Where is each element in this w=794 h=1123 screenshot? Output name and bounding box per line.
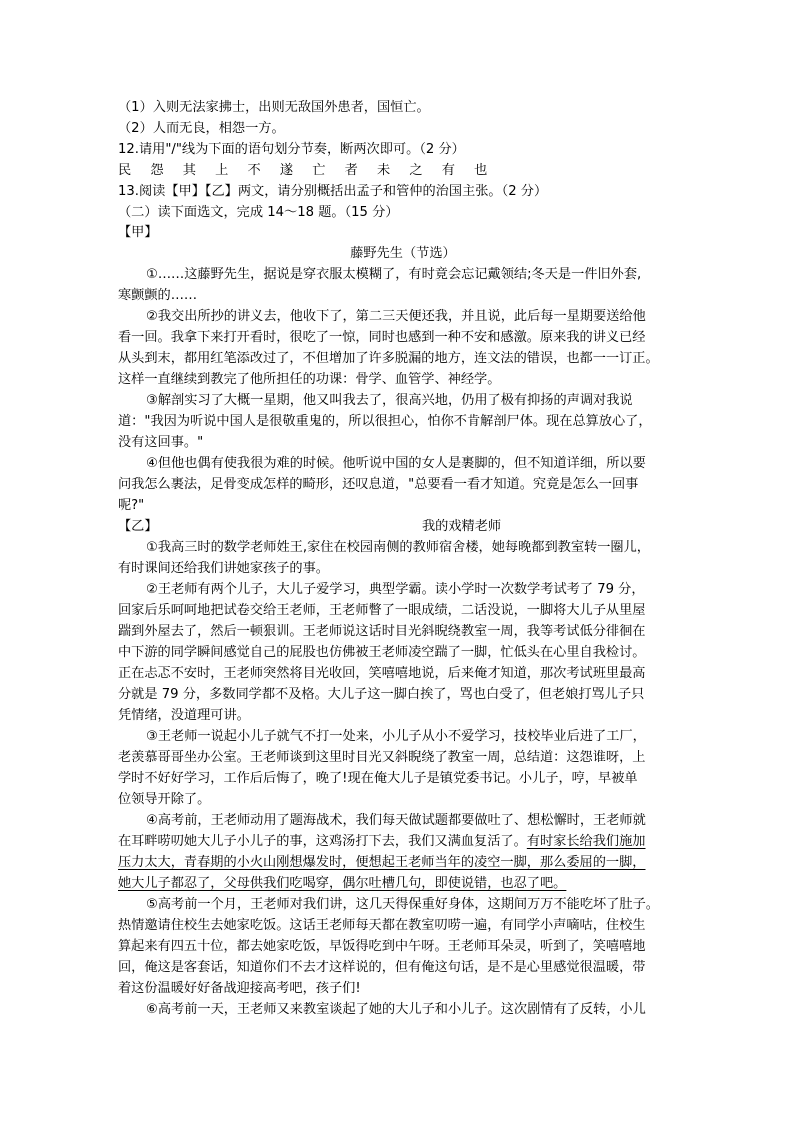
- passage-line: ②我交出所抄的讲义去，他收下了，第二三天便还我，并且说，此后每一星期要送给他: [146, 309, 646, 324]
- part-heading: （二）读下面选文，完成 14～18 题。（15 分）: [118, 205, 399, 220]
- passage-line: 踹到外屋去了，然后一顿狠训。王老师说这话时目光斜睨绕教室一周，我等考试低分徘徊在: [118, 624, 646, 639]
- passage-line: ①我高三时的数学老师姓王,家住在校园南侧的教师宿舍楼，她每晚都到教室转一圈儿，: [146, 540, 650, 555]
- section-header-yi: [118, 516, 688, 537]
- question-line: （2）人而无良，相怨一方。: [118, 121, 285, 136]
- question-12-sentence: 民 怨 其 上 不 遂 亡 者 未 之 有 也: [118, 163, 495, 178]
- passage-line: ⑤高考前一个月，王老师对我们讲，这几天得保重好身体，这期间万万不能吃坏了肚子。: [146, 897, 659, 912]
- passage-line: 道："我因为听说中国人是很敬重鬼的，所以很担心，怕你不肯解剖尸体。现在总算放心了，: [118, 414, 652, 429]
- passage-line: 算起来有四五十位，都去她家吃饭，早饭得吃到中午呀。王老师耳朵灵，听到了，笑嘻嘻地: [118, 939, 646, 954]
- passage-line: 老羡慕哥哥坐办公室。王老师谈到这里时目光又斜睨绕了教室一周，总结道：这怨谁呀，上: [118, 750, 646, 765]
- question-13: 13.阅读【甲】【乙】两文，请分别概括出孟子和管仲的治国主张。（2 分）: [118, 184, 548, 199]
- passage-line: 回，俺这是客套话，知道你们不去才这样说的，但有俺这句话，是不是心里感觉很温暖，带: [118, 960, 646, 975]
- passage-line: 分就是 79 分，多数同学都不及格。大儿子这一脚白挨了，骂也白受了，但老娘打骂儿子只: [118, 687, 645, 702]
- underlined-sentence: 压力太大，青春期的小火山刚想爆发时，便想起王老师当年的凌空一脚，那么委屈的一脚，: [118, 855, 646, 870]
- passage-title: 藤野先生（节选）: [350, 246, 456, 261]
- passage-line: 学时不好好学习，工作后后悔了，晚了!现在俺大儿子是镇党委书记。小儿子，哼，早被单: [118, 771, 638, 786]
- underlined-sentence: 有时家长给我们施加: [526, 834, 646, 849]
- passage-line: ③王老师一说起小儿子就气不打一处来，小儿子从小不爱学习，技校毕业后进了工厂，: [146, 729, 646, 744]
- passage-line: 问我怎么裹法，足骨变成怎样的畸形，还叹息道，"总要看一看才知道。究竟是怎么一回事: [118, 477, 639, 492]
- passage-line: ①……这藤野先生，据说是穿衣服太模糊了，有时竟会忘记戴领结;冬天是一件旧外套,: [146, 267, 642, 282]
- passage-line: ⑥高考前一天，王老师又来教室谈起了她的大儿子和小儿子。这次剧情有了反转，小儿: [146, 1002, 646, 1017]
- passage-line: 寒颤颤的……: [118, 288, 198, 303]
- passage-line: [118, 831, 688, 852]
- passage-line: 呢?": [118, 498, 145, 513]
- question-12: 12.请用"/"线为下面的语句划分节奏，断两次即可。（2 分）: [118, 142, 465, 157]
- passage-line: ②王老师有两个儿子，大儿子爱学习，典型学霸。读小学时一次数学考试考了 79 分，: [146, 582, 645, 597]
- question-line: （1）入则无法家拂士，出则无敌国外患者，国恒亡。: [118, 100, 430, 115]
- passage-line: 热情邀请住校生去她家吃饭。这话王老师每天都在教室叨唠一遍，有同学小声嘀咕，住校生: [118, 918, 646, 933]
- passage-line: 这样一直继续到教完了他所担任的功课：骨学、血管学、神经学。: [118, 372, 501, 387]
- passage-line: 中下游的同学瞬间感觉自己的屁股也仿佛被王老师凌空踹了一脚，忙低头在心里自我检讨。: [118, 645, 646, 660]
- underlined-sentence: 她大儿子都忍了，父母供我们吃喝穿，偶尔吐槽几句，即使说错，也忍了吧。: [118, 876, 567, 891]
- passage-line: ③解剖实习了大概一星期，他又叫我去了，很高兴地，仍用了极有抑扬的声调对我说: [146, 393, 633, 408]
- passage-line: 凭情绪，没道理可讲。: [118, 708, 250, 723]
- section-marker-yi: 【乙】: [118, 519, 158, 534]
- passage-line: 没有这回事。": [118, 435, 204, 450]
- passage-line: 着这份温暖好好备战迎接高考吧，孩子们!: [118, 981, 361, 996]
- passage-line: ④高考前，王老师动用了题海战术，我们每天做试题都要做吐了、想松懈时，王老师就: [146, 813, 646, 828]
- passage-text: 在耳畔唠叨她大儿子小儿子的事，这鸡汤打下去，我们又满血复活了。: [118, 834, 527, 849]
- passage-line: 正在忐忑不安时，王老师突然将目光收回，笑嘻嘻地说，后来俺才知道，那次考试班里最高: [118, 666, 646, 681]
- passage-line: 有时课间还给我们讲她家孩子的事。: [118, 561, 329, 576]
- passage-line: 从头到末，都用红笔添改过了，不但增加了许多脱漏的地方，连文法的错误，也都一一订正。: [118, 351, 659, 366]
- section-marker-jia: 【甲】: [118, 225, 158, 240]
- passage-line: 看一回。我拿下来打开看时，很吃了一惊，同时也感到一种不安和感激。原来我的讲义已经: [118, 330, 646, 345]
- passage-line: 位领导开除了。: [118, 792, 211, 807]
- passage-line: 回家后乐呵呵地把试卷交给王老师，王老师瞥了一眼成绩，二话没说，一脚将大儿子从里屋: [118, 603, 646, 618]
- passage-line: ④但他也偶有使我很为难的时候。他听说中国的女人是裹脚的，但不知道详细，所以要: [146, 456, 646, 471]
- passage-title: 我的戏精老师: [422, 519, 502, 534]
